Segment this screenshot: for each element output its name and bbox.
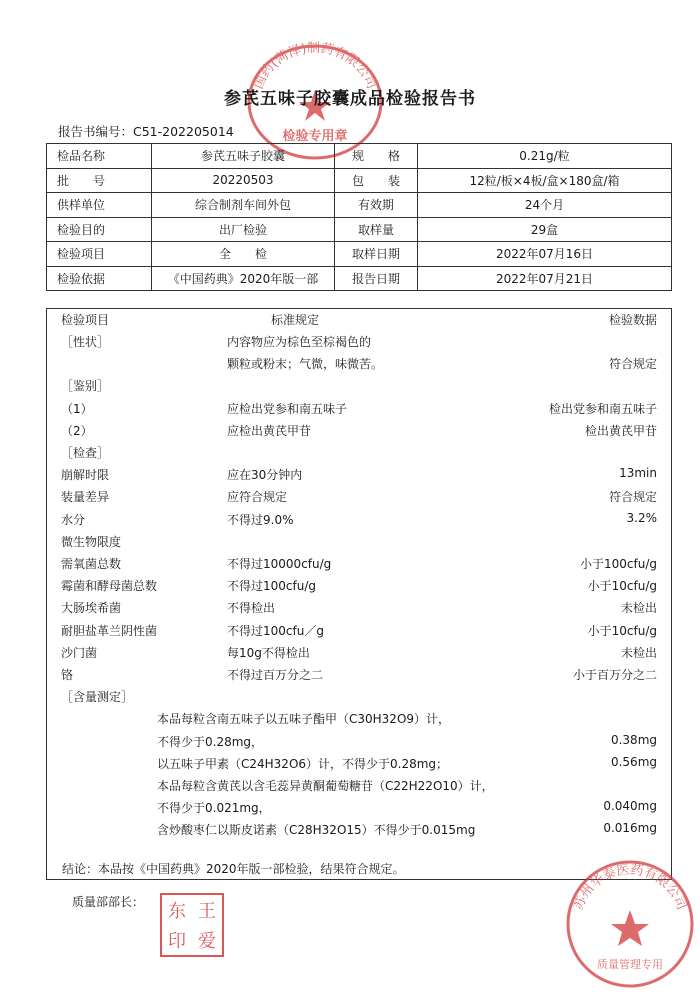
result-standard: 本品每粒含黄芪以含毛蕊异黄酮葡萄糖苷（C22H22O10）计， — [157, 779, 494, 793]
info-label: 检验目的 — [47, 217, 152, 242]
result-value: 小于100cfu/g — [580, 557, 657, 571]
result-item-name: 微生物限度 — [61, 534, 122, 549]
info-label: 有效期 — [335, 193, 418, 218]
result-item-name: ［含量测定］ — [61, 690, 134, 705]
info-value: 《中国药典》2020年版一部 — [152, 266, 335, 291]
result-value: 13min — [619, 466, 657, 481]
seal-bottom-ring-text: 苏州华泰医药有限公司 — [571, 862, 689, 913]
result-item-name: （1） — [61, 401, 93, 416]
result-value: 3.2% — [626, 510, 657, 525]
result-item-name: 沙门菌 — [61, 645, 98, 660]
result-standard: 以五味子甲素（C24H32O6）计，不得少于0.28mg； — [157, 756, 449, 771]
result-value: 未检出 — [620, 601, 657, 616]
result-standard: 内容物应为棕色至棕褐色的 — [227, 335, 372, 349]
company-seal-bottom — [558, 852, 698, 992]
result-item-name: ［检查］ — [61, 446, 110, 460]
info-label: 报告日期 — [335, 266, 418, 291]
result-standard: 应在30分钟内 — [227, 468, 303, 483]
info-value: 出厂检验 — [152, 217, 335, 242]
info-row — [47, 144, 672, 169]
signature-char: 爱 — [198, 931, 216, 952]
results-header-item: 检验项目 — [61, 313, 110, 327]
result-standard: 含炒酸枣仁以斯皮诺素（C28H32O15）不得少于0.015mg — [157, 823, 476, 838]
svg-text:苏州华泰医药有限公司 — [570, 863, 688, 913]
info-value: 全 检 — [152, 242, 335, 267]
signature-char: 王 — [198, 901, 216, 922]
result-value: 检出黄芪甲苷 — [584, 423, 657, 438]
signature-stamp — [160, 893, 224, 957]
seal-top-ring-text: 国药(菏泽)制药有限公司 — [251, 40, 379, 92]
info-value: 0.21g/粒 — [418, 144, 672, 169]
result-value: 小于10cfu/g — [587, 623, 657, 638]
results-header-data: 检验数据 — [608, 313, 657, 327]
result-standard: 不得过百万分之二 — [227, 668, 324, 682]
result-item-name: 霉菌和酵母菌总数 — [61, 579, 158, 594]
info-table — [46, 143, 672, 291]
result-item-name: 需氧菌总数 — [61, 557, 122, 571]
result-item-name: 铬 — [61, 668, 74, 682]
info-value: 参芪五味子胶囊 — [152, 144, 335, 169]
info-value: 12粒/板×4板/盒×180盒/箱 — [418, 168, 672, 193]
result-value: 符合规定 — [608, 490, 657, 505]
page-title: 参芪五味子胶囊成品检验报告书 — [224, 89, 476, 109]
result-value: 0.38mg — [610, 732, 657, 747]
info-label: 检验项目 — [47, 242, 152, 267]
result-standard: 本品每粒含南五味子以五味子酯甲（C30H32O9）计， — [157, 712, 451, 727]
report-number: 报告书编号：C51-202205014 — [58, 124, 234, 139]
info-value: 20220503 — [152, 168, 335, 193]
result-item-name: 耐胆盐革兰阴性菌 — [61, 623, 158, 638]
result-item-name: 崩解时限 — [61, 468, 110, 483]
seal-bottom-center-text: 质量管理专用 — [597, 958, 663, 971]
info-row — [47, 168, 672, 193]
result-value: 0.56mg — [610, 754, 657, 769]
result-item-name: 水分 — [61, 512, 86, 527]
info-label: 包 装 — [335, 168, 418, 193]
info-label: 供样单位 — [47, 193, 152, 218]
results-panel — [46, 308, 672, 880]
info-value: 29盒 — [418, 217, 672, 242]
info-row — [47, 242, 672, 267]
result-standard: 不得少于0.021mg， — [157, 801, 271, 816]
info-label: 规 格 — [335, 144, 418, 169]
result-standard: 不得过100cfu/g — [227, 579, 316, 594]
qa-manager-label: 质量部部长： — [72, 895, 145, 909]
result-value: 0.040mg — [603, 799, 657, 814]
info-value: 综合制剂车间外包 — [152, 193, 335, 218]
info-label: 取样量 — [335, 217, 418, 242]
result-standard: 应符合规定 — [227, 490, 288, 505]
result-item-name: ［性状］ — [61, 335, 110, 349]
result-value: 0.016mg — [603, 821, 657, 836]
result-value: 小于10cfu/g — [587, 579, 657, 594]
result-standard: 不得过10000cfu/g — [227, 557, 332, 571]
result-item-name: （2） — [61, 423, 93, 438]
signature-char: 印 — [168, 931, 186, 952]
result-value: 检出党参和南五味子 — [548, 401, 657, 416]
result-value: 小于百万分之二 — [572, 668, 657, 682]
results-header-standard: 标准规定 — [271, 313, 320, 327]
result-item-name: 装量差异 — [61, 490, 110, 505]
info-value: 2022年07月21日 — [418, 266, 672, 291]
result-standard: 颗粒或粉末；气微，味微苦。 — [227, 357, 384, 372]
result-standard: 应检出党参和南五味子 — [227, 401, 348, 416]
result-value: 符合规定 — [608, 357, 657, 372]
result-standard: 每10g不得检出 — [227, 645, 310, 660]
result-standard: 不得少于0.28mg， — [157, 734, 264, 749]
conclusion: 结论：本品按《中国药典》2020年版一部检验，结果符合规定。 — [62, 862, 405, 876]
result-standard: 不得检出 — [227, 601, 276, 616]
info-label: 批 号 — [47, 168, 152, 193]
seal-top-center-text: 检验专用章 — [282, 129, 348, 144]
info-row — [47, 193, 672, 218]
result-standard: 不得过100cfu／g — [227, 623, 324, 638]
info-label: 取样日期 — [335, 242, 418, 267]
signature-char: 东 — [168, 901, 186, 922]
info-label: 检验依据 — [47, 266, 152, 291]
result-item-name: ［鉴别］ — [61, 379, 110, 394]
info-value: 24个月 — [418, 193, 672, 218]
result-value: 未检出 — [620, 645, 657, 660]
info-row — [47, 217, 672, 242]
info-label: 检品名称 — [47, 144, 152, 169]
info-value: 2022年07月16日 — [418, 242, 672, 267]
result-standard: 应检出黄芪甲苷 — [227, 423, 312, 438]
info-row — [47, 266, 672, 291]
result-standard: 不得过9.0% — [227, 512, 294, 527]
result-item-name: 大肠埃希菌 — [61, 601, 122, 616]
